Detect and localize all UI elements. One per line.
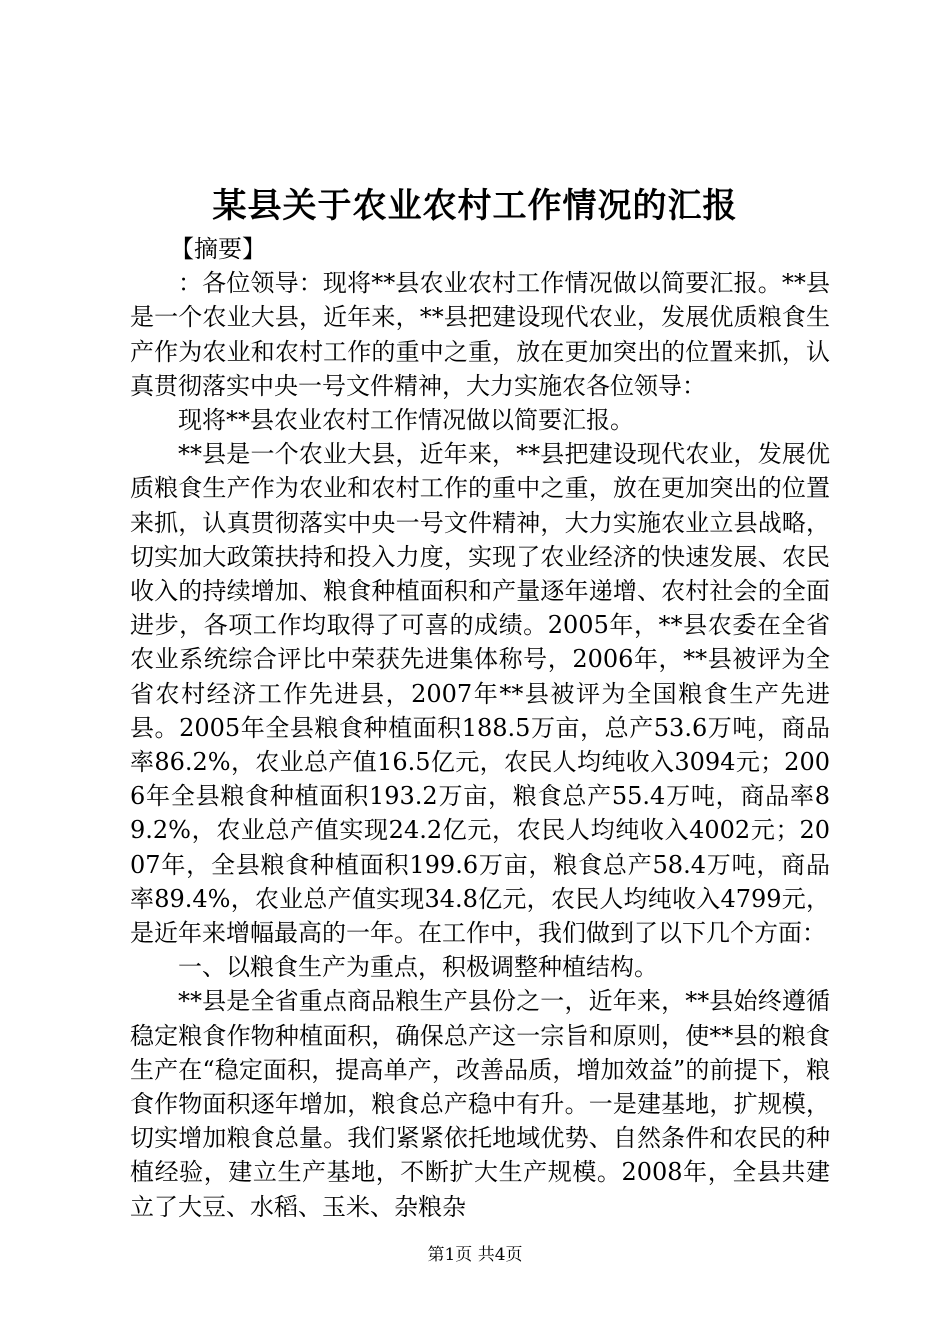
document-body	[130, 232, 830, 1224]
paragraph-grain-production: **县是全省重点商品粮生产县份之一，近年来，**县始终遵循稳定粮食作物种植面积，确保总产这一宗旨和原则，使**县的粮食生产在“稳定面积，提高单产，改善品质，增加效益”的前提下，粮食作物面积逐年增加，粮食总产稳中有升。一是建基地，扩规模，切实增加粮食总量。我们紧紧依托地域优势、自然条件和农民的种植经验，建立生产基地，不断扩大生产规模。2008年，全县共建立了大豆、水稻、玉米、杂粮杂	[130, 987, 830, 1221]
page-footer: 第1页 共4页	[427, 1245, 523, 1265]
paragraph-overview: **县是一个农业大县，近年来，**县把建设现代农业，发展优质粮食生产作为农业和农村工作的重中之重，放在更加突出的位置来抓，认真贯彻落实中央一号文件精神，大力实施农业立县战略，切实加大政策扶持和投入力度，实现了农业经济的快速发展、农民收入的持续增加、粮食种植面积和产量逐年递增、农村社会的全面进步，各项工作均取得了可喜的成绩。2005年，**县农委在全省农业系统综合评比中荣获先进集体称号，2006年，**县被评为全省农村经济工作先进县，2007年**县被评为全国粮食生产先进县。2005年全县粮食种植面积188.5万亩，总产53.6万吨，商品率86.2%，农业总产值16.5亿元，农民人均纯收入3094元；2006年全县粮食种植面积193.2万亩，粮食总产55.4万吨，商品率89.2%，农业总产值实现24.2亿元，农民人均纯收入4002元；2007年，全县粮食种植面积199.6万亩，粮食总产58.4万吨，商品率89.4%，农业总产值实现34.8亿元，农民人均纯收入4799元，是近年来增幅最高的一年。在工作中，我们做到了以下几个方面：	[130, 440, 830, 948]
paragraph-report: 现将**县农业农村工作情况做以简要汇报。	[178, 406, 634, 435]
section-heading-1: 一、以粮食生产为重点，积极调整种植结构。	[178, 953, 658, 982]
summary-label: 【摘要】	[170, 235, 266, 263]
paragraph-intro: ：各位领导：现将**县农业农村工作情况做以简要汇报。**县是一个农业大县，近年来，**县把建设现代农业，发展优质粮食生产作为农业和农村工作的重中之重，放在更加突出的位置来抓，认真贯彻落实中央一号文件精神，大力实施农各位领导：	[130, 269, 830, 400]
document-title: 某县关于农业农村工作情况的汇报	[212, 186, 738, 226]
